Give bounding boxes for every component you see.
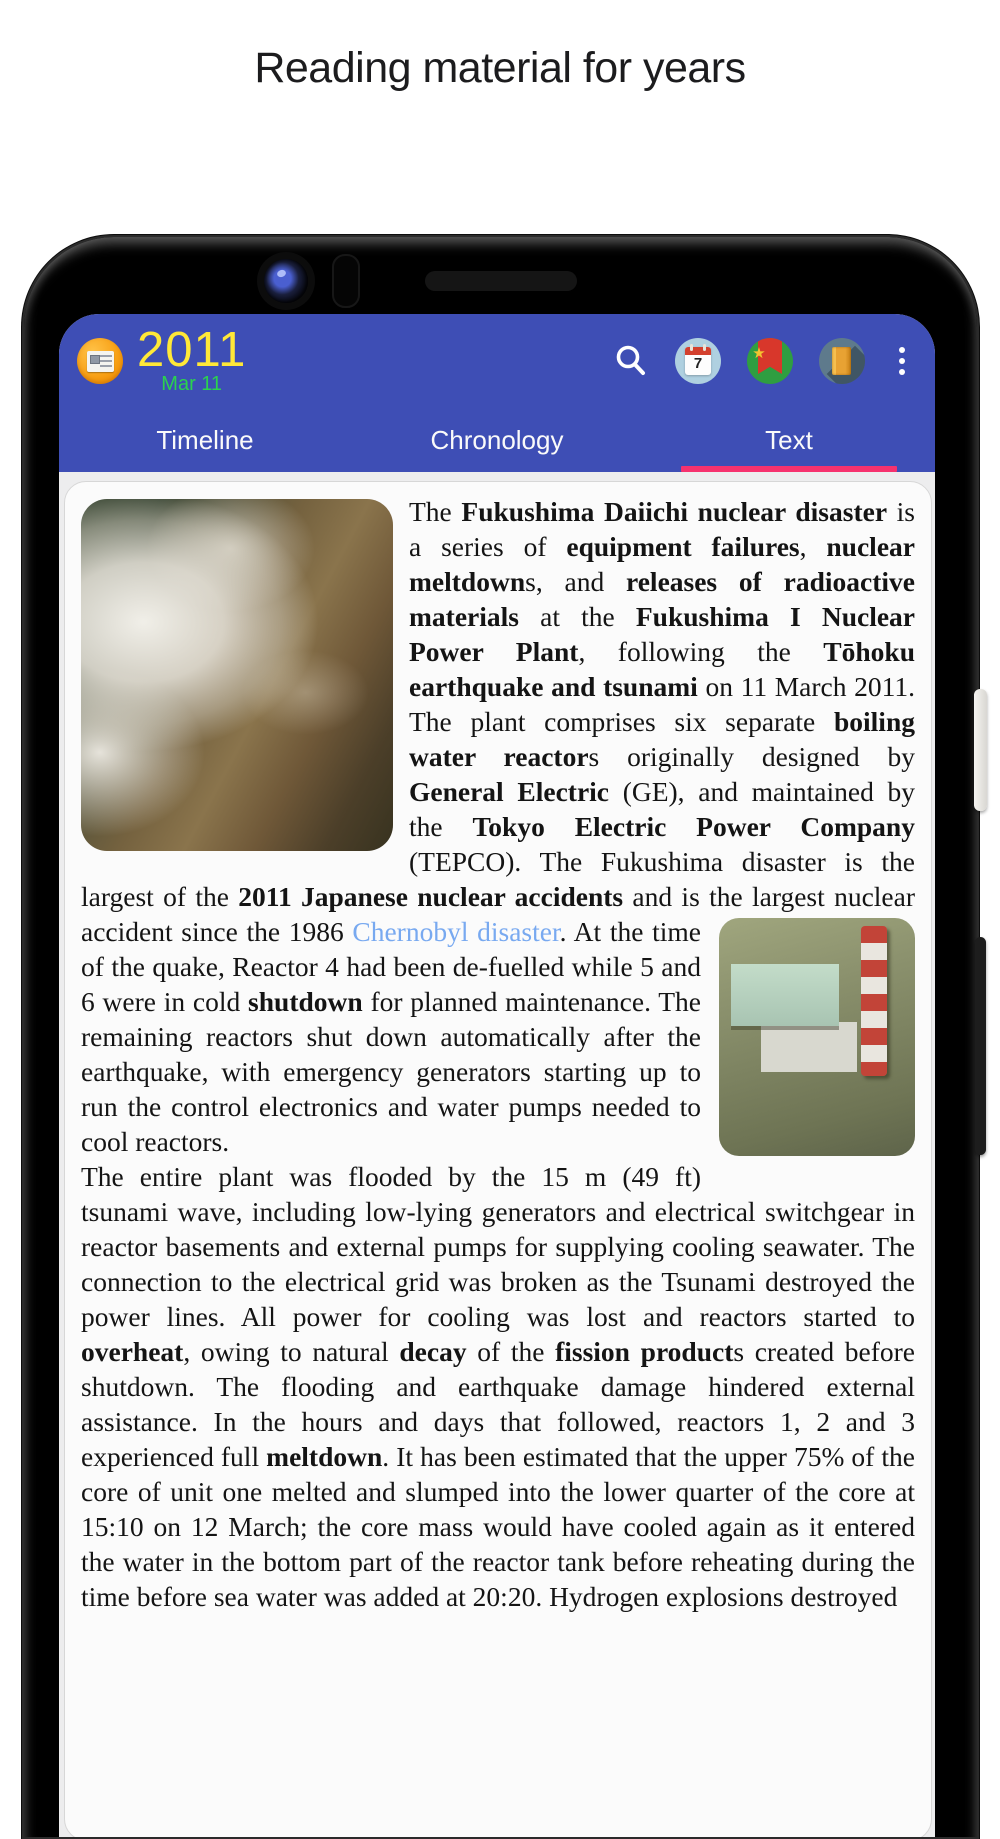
date-subtitle: Mar 11 — [161, 373, 223, 395]
page-title: Reading material for years — [254, 44, 746, 92]
calendar-icon[interactable] — [675, 338, 721, 384]
calendar-day-number: 7 — [693, 355, 703, 372]
newspaper-text-lines — [100, 355, 112, 369]
overflow-menu-icon[interactable] — [891, 341, 913, 381]
sensor-pill — [332, 254, 360, 308]
camera-glint — [276, 269, 287, 279]
tab-chronology[interactable]: Chronology — [430, 424, 564, 455]
app-header — [59, 314, 935, 408]
gold-star: ★ — [752, 345, 766, 362]
paragraph-2: The entire plant was flooded by the 15 m (49 ft) tsunami wave, including low-lying generators and electrical switchgear in reactor basements and external pumps for supplying cooling seawater. The connection to the electrical grid was broken as the Tsunami destroyed the power lines. All power for cooling was lost and reactors started to overheat, owing to natural decay of the fission products created before shutdown. The flooding and earthquake damage hindered external assistance. In the hours and days that followed, reactors 1, 2 and 3 experienced full meltdown. It has been estimated that the upper 75% of the core of unit one melted and slumped into the lower quarter of the core at 15:10 on 12 March; the core mass would have cooled again as it entered the water in the bottom part of the reactor tank before reheating during the time before sea water was added at 20:20. Hydrogen explosions destroyed — [81, 1161, 916, 1612]
newspaper-sheet — [87, 351, 114, 372]
calendar-pin — [690, 344, 693, 351]
earpiece-speaker — [425, 271, 577, 291]
tab-text[interactable]: Text — [643, 408, 935, 472]
article-card — [64, 481, 932, 1837]
content-area[interactable] — [59, 472, 935, 1837]
header-actions — [613, 338, 913, 384]
calendar-card — [685, 347, 711, 375]
tab-timeline[interactable]: Timeline — [156, 424, 254, 455]
newspaper-app-icon[interactable] — [77, 338, 123, 384]
chernobyl-reactor-photo — [719, 918, 915, 1156]
chernobyl-disaster-link[interactable]: Chernobyl disaster — [352, 916, 560, 947]
app-screen — [59, 314, 935, 1837]
tab-bar — [59, 408, 935, 472]
power-button[interactable] — [974, 689, 987, 811]
front-camera-icon — [264, 259, 308, 303]
volume-button[interactable] — [975, 937, 986, 1155]
search-icon[interactable] — [613, 343, 649, 379]
article-text — [81, 494, 915, 1614]
door-panel — [832, 347, 851, 375]
newspaper-photo-box — [90, 355, 100, 364]
exit-door-icon[interactable] — [819, 338, 865, 384]
fukushima-daiichi-aerial-photo — [81, 499, 393, 851]
phone-frame — [22, 235, 979, 1839]
header-title-block — [137, 323, 247, 395]
calendar-red-band — [685, 347, 711, 355]
paragraph-1: The Fukushima Daiichi nuclear disaster is a series of equipment failures, nuclear meltdowns, and releases of radioactive materials at the Fukushima I Nuclear Power Plant, following the Tōhoku earthquake and tsunami on 11 March 2011. The plant comprises six separate boiling water reactors originally designed by General Electric (GE), and maintained by the Tokyo Electric Power Company (TEPCO). The Fukushima disaster is the largest of the 2011 Japanese nuclear accidents and is the largest nuclear accident since the 1986 Chernobyl disaster. At the time of the quake, Reactor 4 had been de-fuelled while 5 and 6 were in cold shutdown for planned maintenance. The remaining reactors shut down automatically after the earthquake, with emergency generators starting up to run the control electronics and water pumps needed to cool reactors. — [81, 496, 916, 1157]
year-title: 2011 — [137, 323, 247, 377]
calendar-pin — [703, 344, 706, 351]
holiday-ribbon-star-icon[interactable] — [747, 338, 793, 384]
